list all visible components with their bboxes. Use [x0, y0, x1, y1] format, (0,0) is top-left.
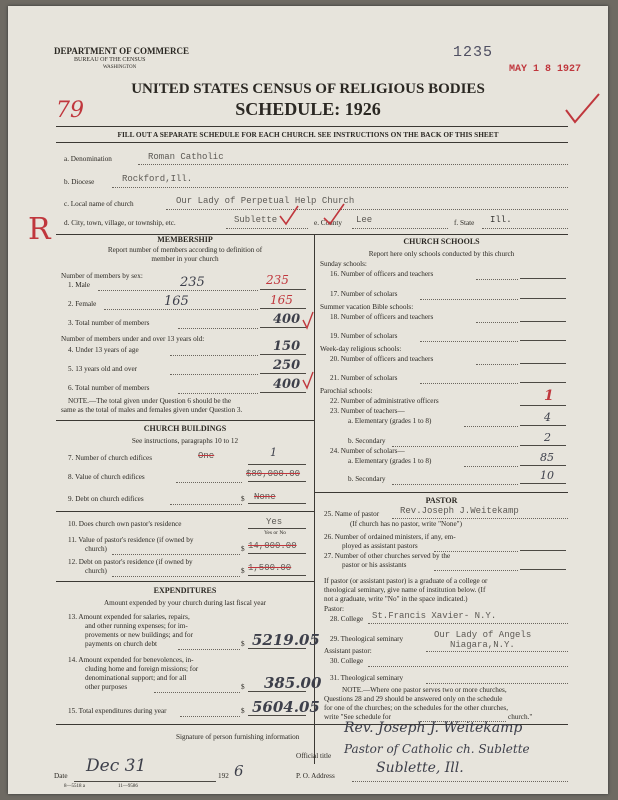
q13-label-2: and other running expenses; for im-	[85, 622, 188, 630]
q14-label-4: other purposes	[85, 683, 128, 691]
q29-label: 29. Theological seminary	[330, 635, 404, 643]
q11-label-1: 11. Value of pastor's residence (if owned by	[68, 536, 194, 544]
official-title-label: Official title	[296, 752, 332, 760]
q3-total-value: 400	[273, 312, 301, 327]
q5-over-13-label: 5. 13 years old and over	[68, 365, 138, 373]
weekday-schools-label: Week-day religious schools:	[320, 345, 402, 353]
q2-female-hand: 165	[164, 294, 189, 309]
state-value: Ill.	[490, 215, 512, 225]
q15-value: 5604.05	[252, 698, 320, 716]
year-value: 6	[234, 762, 244, 780]
q1-male-label: 1. Male	[68, 281, 90, 289]
schools-intro: Report here only schools conducted by this church	[368, 250, 515, 258]
denomination-label: a. Denomination	[64, 155, 112, 163]
q10-residence-value: Yes	[266, 517, 283, 527]
q11-label-2: church)	[85, 545, 107, 553]
q23a-label: a. Elementary (grades 1 to 8)	[348, 417, 432, 425]
pastor-note-2: Questions 28 and 29 should be answered only on the schedule	[324, 695, 503, 703]
city-town-value: Sublette	[234, 215, 278, 225]
membership-note-1: NOTE.—The total given under Question 6 should be the	[68, 397, 232, 405]
q24b-label: b. Secondary	[348, 475, 386, 483]
graduate-instruction-1: If pastor (or assistant pastor) is a graduate of a college or	[324, 577, 488, 585]
q24a-value: 85	[540, 451, 554, 464]
summer-schools-label: Summer vacation Bible schools:	[320, 303, 414, 311]
q4-under-13-label: 4. Under 13 years of age	[68, 346, 139, 354]
q17-label: 17. Number of scholars	[330, 290, 398, 298]
age-intro-label: Number of members under and over 13 years old:	[61, 335, 205, 343]
pastor-heading: PASTOR	[425, 496, 458, 505]
form-title: UNITED STATES CENSUS OF RELIGIOUS BODIES	[131, 81, 485, 97]
expenditures-heading: EXPENDITURES	[153, 586, 217, 595]
q9-debt-value: None	[254, 492, 276, 502]
q23a-value: 4	[544, 411, 551, 424]
po-address-value: Sublette, Ill.	[376, 760, 464, 776]
q6-total-value: 400	[273, 377, 301, 392]
q21-label: 21. Number of scholars	[330, 374, 398, 382]
separate-schedule-instruction: FILL OUT A SEPARATE SCHEDULE FOR EACH CHURCH. SEE INSTRUCTIONS ON THE BACK OF THIS SHEET	[117, 130, 499, 139]
buildings-heading: CHURCH BUILDINGS	[143, 424, 227, 433]
pastor-note-3: for one of the churches; on the schedules for the other churches,	[324, 704, 509, 712]
q26-label-2: ployed as assistant pastors	[342, 542, 418, 550]
q7-edifices-label: 7. Number of church edifices	[68, 454, 153, 462]
q4-under-13-value: 150	[273, 339, 301, 354]
membership-heading: MEMBERSHIP	[157, 235, 213, 244]
state-label: f. State	[454, 219, 475, 227]
church-name-value: Our Lady of Perpetual Help Church	[176, 196, 355, 206]
date-label: Date	[54, 772, 68, 780]
q27-label-2: pastor or his assistants	[342, 561, 407, 569]
q11-value: 14,000.00	[248, 541, 297, 551]
q31-label: 31. Theological seminary	[330, 674, 404, 682]
pastor-note-1: NOTE.—Where one pastor serves two or more churches,	[342, 686, 507, 694]
sunday-schools-label: Sunday schools:	[320, 260, 367, 268]
schedule-title: SCHEDULE: 1926	[235, 99, 381, 119]
q1-male-hand: 235	[180, 275, 205, 290]
q23b-label: b. Secondary	[348, 437, 386, 445]
date-value: Dec 31	[86, 756, 147, 776]
official-title-value: Pastor of Catholic ch. Sublette	[344, 742, 530, 756]
pastor-note-4: write "See schedule for	[324, 713, 391, 721]
q3-total-label: 3. Total number of members	[68, 319, 150, 327]
serial-number-stamp: 1235	[453, 44, 494, 61]
buildings-intro: See instructions, paragraphs 10 to 12	[131, 437, 239, 445]
q19-label: 19. Number of scholars	[330, 332, 398, 340]
form-number: 8—5518 a	[64, 784, 85, 789]
city-town-label: d. City, town, village, or township, etc.	[64, 219, 176, 227]
q13-label-3: provements or new buildings; and for	[85, 631, 193, 639]
q14-label-1: 14. Amount expended for benevolences, in-	[68, 656, 194, 664]
q10-residence-label: 10. Does church own pastor's residence	[68, 520, 182, 528]
signature-label: Signature of person furnishing information	[176, 733, 300, 741]
q24a-label: a. Elementary (grades 1 to 8)	[348, 457, 432, 465]
diocese-value: Rockford,Ill.	[122, 174, 193, 184]
q24-label: 24. Number of scholars—	[330, 447, 405, 455]
q14-label-3: denominational support; and for all	[85, 674, 187, 682]
q16-label: 16. Number of officers and teachers	[330, 270, 434, 278]
q23-label: 23. Number of teachers—	[330, 407, 405, 415]
po-address-label: P. O. Address	[296, 772, 335, 780]
hand-number: 79	[56, 98, 84, 123]
city-label: WASHINGTON	[103, 65, 137, 70]
q13-label-4: payments on church debt	[85, 640, 158, 648]
signature-value: Rev. Joseph J. Weitekamp	[344, 720, 523, 736]
membership-check-icon	[302, 268, 314, 392]
q29-value-2: Niagara,N.Y.	[450, 640, 515, 650]
expenditures-intro: Amount expended by your church during last fiscal year	[103, 599, 267, 607]
denomination-value: Roman Catholic	[148, 152, 224, 162]
q12-value: 1,500.00	[248, 563, 292, 573]
margin-red-mark: R	[28, 212, 51, 247]
q22-value: 1	[544, 388, 554, 404]
q12-label-2: church)	[85, 567, 107, 575]
q18-label: 18. Number of officers and teachers	[330, 313, 434, 321]
q28-label: 28. College	[330, 615, 364, 623]
q30-label: 30. College	[330, 657, 364, 665]
assistant-pastor-subheading: Assistant pastor:	[324, 647, 372, 655]
q9-debt-label: 9. Debt on church edifices	[68, 495, 144, 503]
q25-label: 25. Name of pastor	[324, 510, 380, 518]
q22-label: 22. Number of administrative officers	[330, 397, 439, 405]
q20-label: 20. Number of officers and teachers	[330, 355, 434, 363]
members-by-sex-label: Number of members by sex:	[61, 272, 143, 280]
q7-edifices-hand: 1	[270, 446, 277, 459]
pastor-subheading: Pastor:	[324, 605, 344, 613]
graduate-instruction-2: theological seminary, give name of institution below. (If	[324, 586, 486, 594]
received-date-stamp: MAY 1 8 1927	[509, 64, 582, 75]
q13-value: 5219.05	[252, 631, 320, 649]
diocese-label: b. Diocese	[64, 178, 95, 186]
bureau-label: BUREAU OF THE CENSUS	[74, 57, 146, 63]
form-code: 11—9586	[118, 784, 138, 789]
q1-male-value: 235	[266, 273, 289, 287]
checkmark-icon	[563, 92, 603, 126]
schools-heading: CHURCH SCHOOLS	[403, 237, 480, 246]
q5-over-13-value: 250	[273, 358, 301, 373]
q25-value: Rev.Joseph J.Weitekamp	[400, 506, 519, 516]
q6-total-label: 6. Total number of members	[68, 384, 150, 392]
county-label: e. County	[314, 219, 342, 227]
membership-intro-1: Report number of members according to definition of	[107, 246, 263, 254]
q10-yes-no-hint: Yes or No	[264, 530, 287, 536]
q14-value: 385.00	[264, 674, 322, 692]
membership-intro-2: member in your church	[151, 255, 219, 263]
q27-label-1: 27. Number of other churches served by the	[324, 552, 451, 560]
red-check-marks-icon	[278, 202, 348, 228]
county-value: Lee	[356, 215, 373, 225]
census-schedule-page: DEPARTMENT OF COMMERCE BUREAU OF THE CENSUS WASHINGTON 1235 MAY 1 8 1927 79 UNITED STATES CENSUS OF RELIGIOUS BODIES SCHEDULE: 1926 FILL OUT A SEPARATE SCHEDULE FOR EACH CHURCH. SEE INSTRUCTIONS ON THE BACK OF THIS SHEET R a. Denomination Roman Catholic b. Diocese Rockford,Ill. c. Local name of church Our Lady of Perpetual Help Church d. City, town, village, or township, etc. Sublette e. County Lee f. State Ill. MEMBERSHIP Report number of members according to definition of member in your church Number of members by sex: 1. Male 235 235 2. Female 165 165 3. Total number of members 400 Number of members under and over 13 years old: 4. Under 13 years of age 150 5. 13 years old and over 250 6. Total number of members 400 NOTE.—The total given under Question 6 should be the same as the total of males and females given under Question 3. CHURCH BUILDINGS See instructions, paragraphs 10 to 12 7. Number of church edifices One 1 8. Value of church edifices $80,000.00 9. Debt on church edifices $ None 10. Does church own pastor's residence Yes Yes or No 11. Value of pastor's residence (if owned by church) $ 14,000.00 12. Debt on pastor's residence (if owned by church) $ 1,500.00 EXPENDITURES Amount expended by your church during last fiscal year 13. Amount expended for salaries, repairs, and other running expenses; for im- provements or new buildings; and for payments on church debt $ 5219.05 14. Amount expended for benevolences, in- cluding home and foreign missions; for denominational support; and for all other purposes $ 385.00 15. Total expenditures during year $ 5604.05 CHURCH SCHOOLS Report here only schools conducted by this church Sunday schools: 16. Number of officers and teachers 17. Number of scholars Summer vacation Bible schools: 18. Number of officers and teachers 19. Number of scholars Week-day religious schools: 20. Number of officers and teachers 21. Number of scholars Parochial schools: 22. Number of administrative officers 1 23. Number of teachers— a. Elementary (grades 1 to 8) 4 b. Secondary 2 24. Number of scholars— a. Elementary (grades 1 to 8) 85 b. Secondary 10 PASTOR 25. Name of pastor Rev.Joseph J.Weitekamp (If church has no pastor, write "None") 26. Number of ordained ministers, if any, em- ployed as assistant pastors 27. Number of other churches served by the pastor or his assistants If pastor (or assistant pastor) is a graduate of a college or theological seminary, give name of institution below. (If not a graduate, write "No" in the space indicated.) Pastor: 28. College St.Francis Xavier- N.Y. 29. Theological seminary Our Lady of Angels Niagara,N.Y. Assistant pastor: 30. College 31. Theological seminary NOTE.—Where one pastor serves two or more churches, Questions 28 and 29 should be answered only on the schedule for one of the churches; on the schedules for the other churches, write "See schedule for church." Signature of person furnishing information Rev. Joseph J. Weitekamp Official title Pastor of Catholic ch. Sublette Date Dec 31 192 6 P. O. Address Sublette, Ill. 8—5518 a 11—9586	[8, 6, 608, 794]
q23b-value: 2	[544, 431, 551, 444]
q2-female-label: 2. Female	[68, 300, 97, 308]
membership-note-2: same as the total of males and females given under Question 3.	[61, 406, 243, 414]
q25-hint: (If church has no pastor, write "None")	[350, 520, 462, 528]
q13-label-1: 13. Amount expended for salaries, repairs,	[68, 613, 190, 621]
graduate-instruction-3: not a graduate, write "No" in the space indicated.)	[324, 595, 468, 603]
parochial-schools-label: Parochial schools:	[320, 387, 373, 395]
q15-label: 15. Total expenditures during year	[68, 707, 167, 715]
department-label: DEPARTMENT OF COMMERCE	[54, 46, 190, 56]
q26-label-1: 26. Number of ordained ministers, if any, em-	[324, 533, 456, 541]
q24b-value: 10	[540, 469, 554, 482]
q29-value-1: Our Lady of Angels	[434, 630, 532, 640]
q12-label-1: 12. Debt on pastor's residence (if owned by	[68, 558, 193, 566]
q2-female-value: 165	[270, 293, 293, 307]
q28-value: St.Francis Xavier- N.Y.	[372, 611, 497, 621]
q14-label-2: cluding home and foreign missions; for	[85, 665, 199, 673]
church-name-label: c. Local name of church	[64, 200, 134, 208]
year-prefix: 192	[218, 772, 229, 780]
q7-edifices-value: One	[198, 451, 215, 461]
q8-value-amount: $80,000.00	[246, 469, 301, 479]
q8-value-label: 8. Value of church edifices	[68, 473, 145, 481]
pastor-note-5: church."	[508, 713, 533, 721]
